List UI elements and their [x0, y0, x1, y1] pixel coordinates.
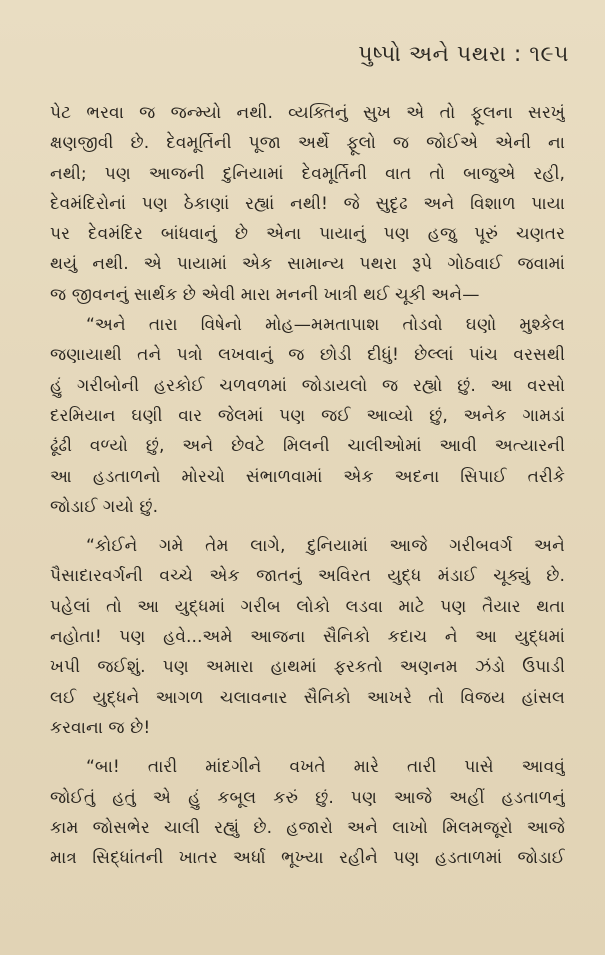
text-line: પહેલાં તો આ યુદ્ધમાં ગરીબ લોકો લડવા માટે પણ તૈયાર થતા [50, 596, 565, 617]
text-line: નહોતા! પણ હવે...અમે આજના સૈનિકો કદાચ ને આ યુદ્ધમાં [50, 627, 565, 648]
text-line: “બા! તારી માંદગીને વખતે મારે તારી પાસે આવવું [86, 757, 565, 778]
text-line: કરવાના જ છે! [50, 717, 151, 738]
text-line: ઢૂંઢી વળ્યો છું, અને છેવટે મિલની ચાલીઓમાં આવી અત્યારની [50, 436, 565, 457]
text-line: આ હડતાળનો મોરચો સંભાળવામાં એક અદના સિપાઈ તરીકે [50, 466, 565, 487]
text-line: કામ જોસભેર ચાલી રહ્યું છે. હજારો અને લાખો મિલમજૂરો આજે [50, 817, 565, 838]
text-line: જણાયાથી તને પત્રો લખવાનું જ છોડી દીધું! છેલ્લાં પાંચ વરસથી [50, 345, 565, 366]
text-line: ખપી જઈશું. પણ અમારા હાથમાં ફરકતો અણનમ ઝંડો ઉપાડી [50, 657, 565, 678]
text-line: દેવમંદિરોનાં પણ ઠેકાણાં રહ્યાં નથી! જે સુદૃઢ અને વિશાળ પાયા [50, 193, 565, 214]
text-line: લઈ યુદ્ધને આગળ ચલાવનાર સૈનિકો આખરે તો વિજય હાંસલ [50, 687, 565, 708]
text-line: નથી; પણ આજની દુનિયામાં દેવમૂર્તિની વાત તો બાજુએ રહી, [50, 163, 565, 184]
paragraph-gap [50, 743, 565, 752]
text-line: જ જીવનનું સાર્થક છે એવી મારા મનની ખાત્રી થઈ ચૂકી અને— [50, 284, 480, 305]
text-line: જોઈતું હતું એ હું કબૂલ કરું છું. પણ આજે અહીં હડતાળનું [50, 787, 565, 808]
text-line: હું ગરીબોની હરકોઈ ચળવળમાં જોડાયલો જ રહ્યો છું. આ વરસો [50, 375, 565, 396]
paragraph-1 [50, 98, 565, 310]
paragraph-2 [50, 310, 565, 522]
text-line: પેટ ભરવા જ જન્મ્યો નથી. વ્યક્તિનું સુખ એ તો ફૂલના સરખું [50, 103, 565, 123]
paragraph-4 [50, 752, 565, 873]
text-line: થયું નથી. એ પાયામાં એક સામાન્ય પથરા રૂપે ગોઠવાઈ જવામાં [50, 254, 565, 275]
text-line: દરમિયાન ઘણી વાર જેલમાં પણ જઈ આવ્યો છું, અનેક ગામડાં [50, 405, 565, 426]
text-line: “અને તારા વિષેનો મોહ—મમતાપાશ તોડવો ઘણો મુશ્કેલ [86, 315, 565, 336]
text-line: પૈસાદારવર્ગની વચ્ચે એક જાતનું અવિરત યુદ્ધ મંડાઈ ચૂક્યું છે. [50, 566, 565, 587]
body-text [50, 98, 565, 873]
text-line: પર દેવમંદિર બાંધવાનું છે એના પાયાનું પણ હજુ પૂરું ચણતર [50, 224, 565, 245]
paragraph-gap [50, 522, 565, 531]
text-line: ક્ષણજીવી છે. દેવમૂર્તિની પૂજા અર્થે ફૂલો જ જોઈએ એની ના [50, 133, 565, 154]
paragraph-3 [50, 531, 565, 743]
running-header: પુષ્પો અને પથરા : ૧૯૫ [358, 42, 569, 67]
text-line: જોડાઈ ગયો છું. [50, 496, 159, 517]
text-line: માત્ર સિદ્ધાંતની ખાતર અર્ધા ભૂખ્યા રહીને પણ હડતાળમાં જોડાઈ [50, 848, 565, 869]
text-line: “કોઈને ગમે તેમ લાગે, દુનિયામાં આજે ગરીબવર્ગ અને [86, 536, 565, 557]
